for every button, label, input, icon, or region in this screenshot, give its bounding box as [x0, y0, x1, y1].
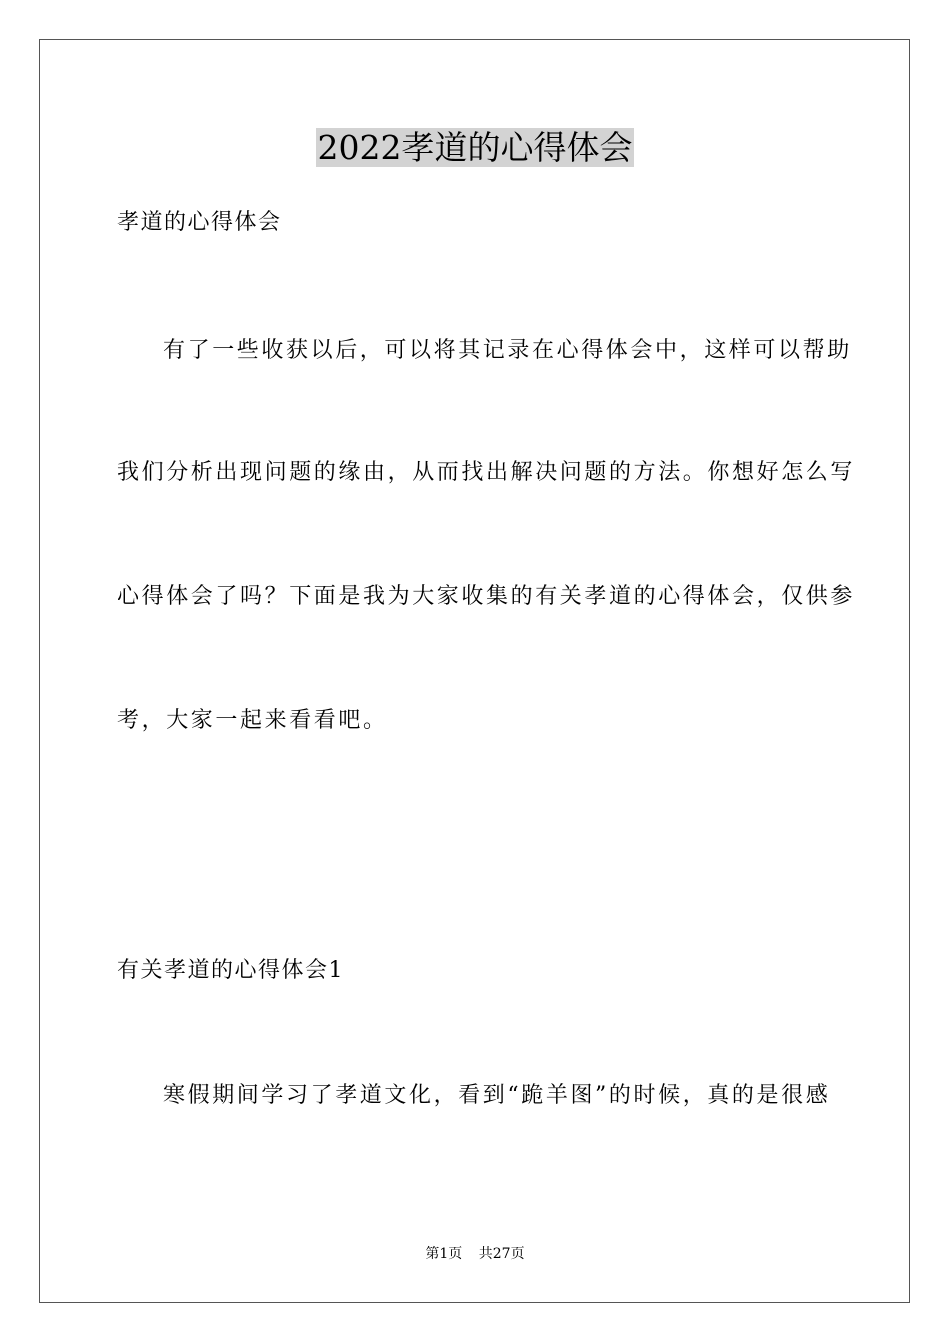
page-footer: [0, 1245, 950, 1263]
page-number: 第1页: [425, 1246, 463, 1262]
paragraph-line: 考，大家一起来看看吧。: [117, 708, 388, 733]
page-total: 共27页: [478, 1246, 525, 1262]
paragraph-line: 寒假期间学习了孝道文化，看到“跪羊图”的时候，真的是很感: [163, 1083, 831, 1108]
paragraph-line: 心得体会了吗？下面是我为大家收集的有关孝道的心得体会，仅供参: [117, 584, 856, 609]
paragraph-line: 有了一些收获以后，可以将其记录在心得体会中，这样可以帮助: [163, 338, 852, 363]
paragraph-line: 我们分析出现问题的缘由，从而找出解决问题的方法。你想好怎么写: [117, 460, 856, 485]
document-title: [0, 128, 950, 168]
document-subtitle: 孝道的心得体会: [117, 210, 282, 235]
section-heading: 有关孝道的心得体会1: [117, 958, 344, 983]
document-title-text: 2022孝道的心得体会: [317, 128, 633, 167]
